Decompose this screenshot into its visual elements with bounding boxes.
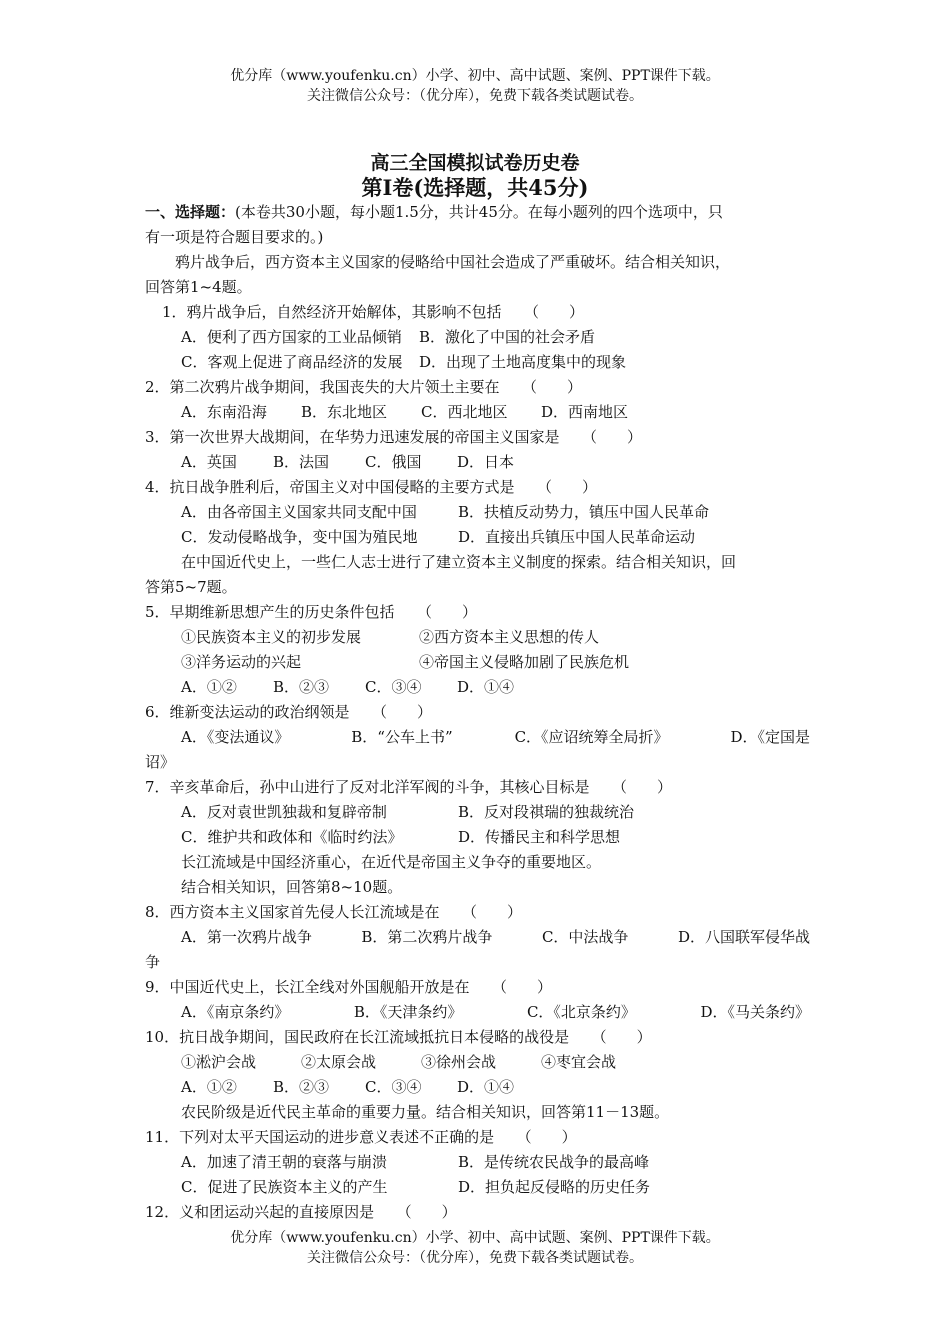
- passage-3-line-1: 长江流域是中国经济重心，在近代是帝国主义争夺的重要地区。: [181, 853, 602, 871]
- passage-4-line-1: 农民阶级是近代民主革命的重要力量。结合相关知识，回答第11－13题。: [181, 1103, 670, 1121]
- option-b: B．第二次鸦片战争: [361, 928, 493, 946]
- option-a: A．英国: [181, 453, 237, 471]
- question-6-options: [145, 725, 810, 750]
- page-footer: [0, 1228, 950, 1268]
- question-5-options: [145, 675, 810, 700]
- option-c: C．③④: [365, 1078, 422, 1096]
- footer-line-2: 关注微信公众号：（优分库），免费下载各类试题试卷。: [307, 1250, 643, 1266]
- item-4: ④帝国主义侵略加剧了民族危机: [419, 653, 630, 671]
- item-1: ①民族资本主义的初步发展: [181, 628, 362, 646]
- option-a: A．第一次鸦片战争: [181, 928, 312, 946]
- exam-title: 高三全国模拟试卷历史卷: [370, 152, 580, 174]
- question-7-options-cd: [145, 825, 810, 850]
- item-3: ③洋务运动的兴起: [181, 653, 302, 671]
- question-9-stem: 9．中国近代史上，长江全线对外国舰船开放是在 （ ）: [145, 978, 553, 996]
- question-10-stem: 10．抗日战争期间，国民政府在长江流域抵抗日本侵略的战役是 （ ）: [145, 1028, 652, 1046]
- option-d: D．①④: [457, 678, 515, 696]
- footer-line-1: 优分库（www.youfenku.cn）小学、初中、高中试题、案例、PPT课件下载。: [230, 1230, 720, 1246]
- question-6-stem: 6．维新变法运动的政治纲领是 （ ）: [145, 703, 433, 721]
- question-4-stem: 4．抗日战争胜利后，帝国主义对中国侵略的主要方式是 （ ）: [145, 478, 598, 496]
- item-4: ④枣宜会战: [541, 1053, 617, 1071]
- question-8-stem: 8．西方资本主义国家首先侵人长江流域是在 （ ）: [145, 903, 523, 921]
- option-b: B．东北地区: [301, 403, 388, 421]
- page-header: [0, 66, 950, 106]
- option-d: D．出现了土地高度集中的现象: [419, 353, 627, 371]
- option-d: D．①④: [457, 1078, 515, 1096]
- option-d: D．《定国是: [730, 728, 810, 746]
- question-body: [145, 200, 810, 1225]
- option-b: B．法国: [273, 453, 330, 471]
- section-intro-line-2: 有一项是符合题目要求的。): [145, 228, 324, 246]
- section-intro: [145, 200, 810, 225]
- option-a: A．《南京条约》: [181, 1003, 290, 1021]
- option-d: D．西南地区: [541, 403, 629, 421]
- section-heading: 一、选择题：: [145, 203, 236, 221]
- question-4-options-ab: [145, 500, 810, 525]
- header-line-2: 关注微信公众号：（优分库），免费下载各类试题试卷。: [307, 88, 643, 104]
- option-a: A．加速了清王朝的衰落与崩溃: [181, 1153, 387, 1171]
- option-a: A．《变法通议》: [181, 728, 290, 746]
- option-a: A．东南沿海: [181, 403, 267, 421]
- question-10-items: [145, 1050, 810, 1075]
- question-6-option-d-continued: 诏》: [145, 753, 176, 771]
- question-11-options-cd: [145, 1175, 810, 1200]
- question-1-options-cd: [145, 350, 810, 375]
- header-line-1: 优分库（www.youfenku.cn）小学、初中、高中试题、案例、PPT课件下载。: [230, 68, 720, 84]
- option-b: B．反对段祺瑞的独裁统治: [458, 803, 635, 821]
- option-b: B．②③: [273, 678, 330, 696]
- option-c: C．客观上促进了商品经济的发展: [181, 353, 403, 371]
- question-5-stem: 5．早期维新思想产生的历史条件包括 （ ）: [145, 603, 478, 621]
- option-d: D．《马关条约》: [700, 1003, 810, 1021]
- question-10-options: [145, 1075, 810, 1100]
- option-b: B．②③: [273, 1078, 330, 1096]
- option-d: D．传播民主和科学思想: [458, 828, 621, 846]
- exam-subtitle: 第Ⅰ卷(选择题，共45分): [361, 175, 589, 200]
- option-c: C．西北地区: [421, 403, 508, 421]
- option-b: B．“公车上书”: [351, 728, 453, 746]
- option-a: A．便利了西方国家的工业品倾销: [181, 328, 402, 346]
- option-a: A．①②: [181, 678, 237, 696]
- option-b: B．扶植反动势力，镇压中国人民革命: [458, 503, 710, 521]
- passage-1-line-2: 回答第1~4题。: [145, 278, 252, 296]
- question-8-option-d-continued: 争: [145, 953, 161, 971]
- question-11-stem: 11．下列对太平天国运动的进步意义表述不正确的是 （ ）: [145, 1128, 577, 1146]
- option-d: D．担负起反侵略的历史任务: [458, 1178, 651, 1196]
- option-c: C．维护共和政体和《临时约法》: [181, 828, 403, 846]
- option-c: C．《应诏统筹全局折》: [514, 728, 669, 746]
- question-12-stem: 12．义和团运动兴起的直接原因是 （ ）: [145, 1203, 457, 1221]
- option-b: B．《天津条约》: [353, 1003, 463, 1021]
- question-8-options: [145, 925, 810, 950]
- question-7-options-ab: [145, 800, 810, 825]
- question-1-stem: 1．鸦片战争后，自然经济开始解体，其影响不包括 （ ）: [162, 303, 585, 321]
- option-d: D．八国联军侵华战: [677, 928, 810, 946]
- passage-3-line-2: 结合相关知识，回答第8~10题。: [181, 878, 403, 896]
- option-a: A．反对袁世凯独裁和复辟帝制: [181, 803, 387, 821]
- option-a: A．①②: [181, 1078, 237, 1096]
- passage-2-line-1: 在中国近代史上，一些仁人志士进行了建立资本主义制度的探索。结合相关知识，回: [181, 553, 737, 571]
- option-c: C．发动侵略战争，变中国为殖民地: [181, 528, 418, 546]
- passage-2-line-2: 答第5~7题。: [145, 578, 237, 596]
- option-d: D．日本: [457, 453, 515, 471]
- option-b: B．激化了中国的社会矛盾: [419, 328, 596, 346]
- question-7-stem: 7．辛亥革命后，孙中山进行了反对北洋军阀的斗争，其核心目标是 （ ）: [145, 778, 673, 796]
- question-1-options-ab: [145, 325, 810, 350]
- option-a: A．由各帝国主义国家共同支配中国: [181, 503, 417, 521]
- question-5-items-12: [145, 625, 810, 650]
- option-c: C．③④: [365, 678, 422, 696]
- option-c: C．中法战争: [541, 928, 629, 946]
- section-intro-line-1: (本卷共30小题，每小题1.5分，共计45分。在每小题列的四个选项中，只: [235, 203, 723, 221]
- question-3-stem: 3．第一次世界大战期间，在华势力迅速发展的帝国主义国家是 （ ）: [145, 428, 643, 446]
- question-11-options-ab: [145, 1150, 810, 1175]
- option-c: C．俄国: [365, 453, 422, 471]
- option-b: B．是传统农民战争的最高峰: [458, 1153, 650, 1171]
- option-c: C．《北京条约》: [526, 1003, 636, 1021]
- passage-1-line-1: 鸦片战争后，西方资本主义国家的侵略给中国社会造成了严重破坏。结合相关知识，: [175, 253, 731, 271]
- option-d: D．直接出兵镇压中国人民革命运动: [458, 528, 696, 546]
- question-5-items-34: [145, 650, 810, 675]
- question-2-stem: 2．第二次鸦片战争期间，我国丧失的大片领土主要在 （ ）: [145, 378, 583, 396]
- item-2: ②太原会战: [301, 1053, 377, 1071]
- item-3: ③徐州会战: [421, 1053, 497, 1071]
- question-2-options: [145, 400, 810, 425]
- question-3-options: [145, 450, 810, 475]
- option-c: C．促进了民族资本主义的产生: [181, 1178, 388, 1196]
- question-9-options: [145, 1000, 810, 1025]
- item-1: ①淞沪会战: [181, 1053, 257, 1071]
- question-4-options-cd: [145, 525, 810, 550]
- item-2: ②西方资本主义思想的传人: [419, 628, 600, 646]
